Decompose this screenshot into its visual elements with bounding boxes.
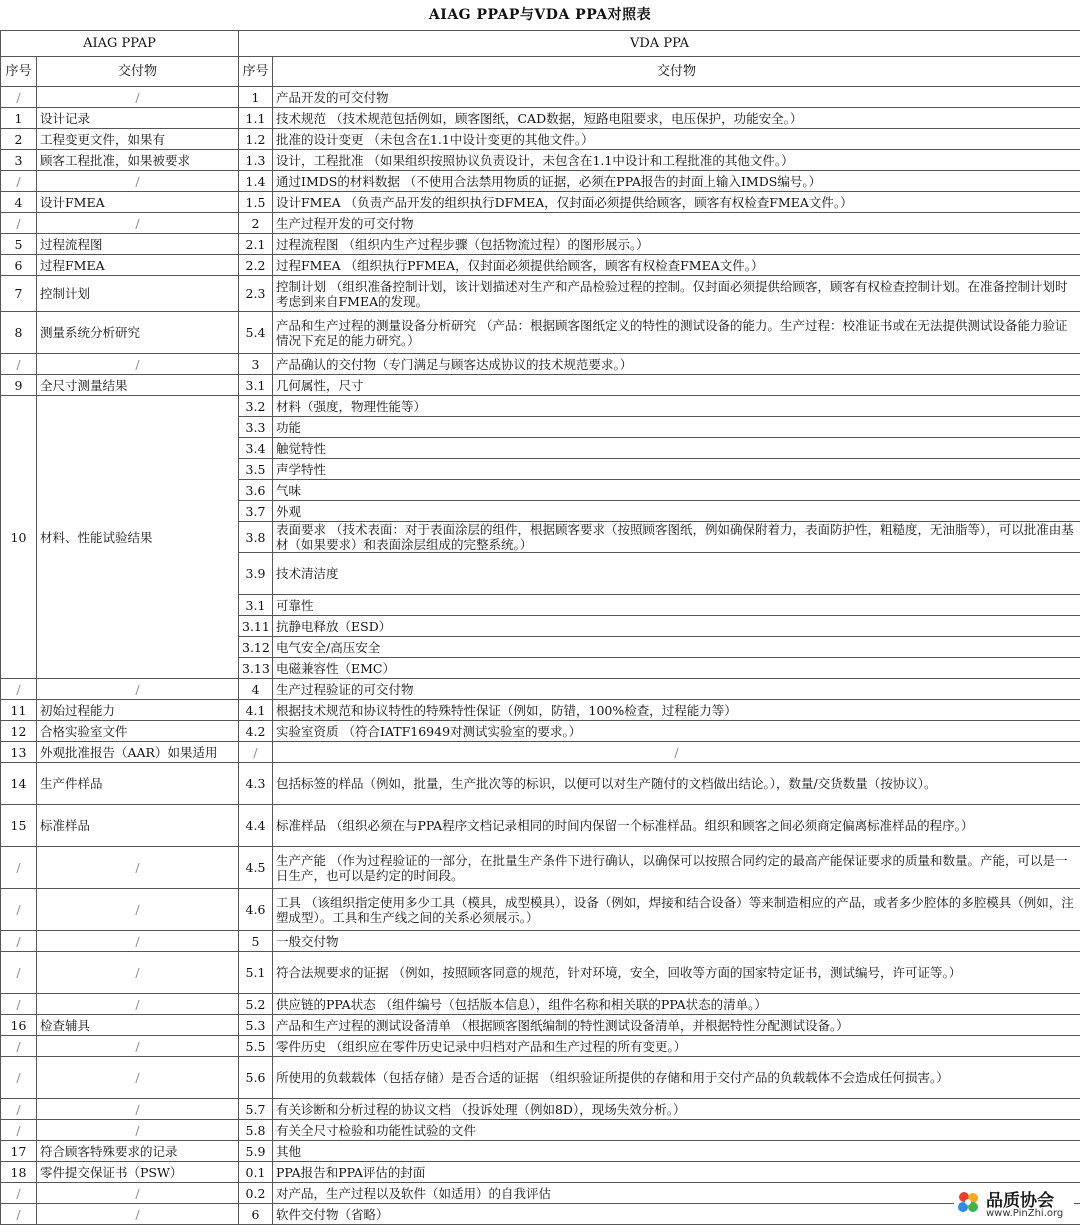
aiag-seq-cell: / (1, 847, 37, 889)
aiag-deliverable-cell: / (37, 847, 239, 889)
vda-deliverable-cell: 过程FMEA （组织执行PFMEA，仅封面必须提供给顾客，顾客有权检查FMEA文件。） (273, 255, 1080, 276)
table-row (1, 763, 1080, 805)
vda-deliverable-cell: 电气安全/高压安全 (273, 637, 1080, 658)
vda-deliverable-cell: 有关诊断和分析过程的协议文档 （投诉处理（例如8D），现场失效分析。） (273, 1099, 1080, 1120)
vda-deliverable-cell: 零件历史 （组织应在零件历史记录中归档对产品和生产过程的所有变更。） (273, 1036, 1080, 1057)
aiag-seq-cell: / (1, 1099, 37, 1120)
table-row (1, 255, 1080, 276)
vda-seq-cell: 2.3 (239, 276, 273, 312)
vda-deliverable-cell: 生产过程验证的可交付物 (273, 679, 1080, 700)
table-row (1, 213, 1080, 234)
vda-deliverable-cell: 设计FMEA （负责产品开发的组织执行DFMEA，仅封面必须提供给顾客，顾客有权检查FMEA文件。） (273, 192, 1080, 213)
vda-seq-cell: 4.6 (239, 889, 273, 931)
aiag-deliverable-cell: / (37, 679, 239, 700)
table-row (1, 805, 1080, 847)
aiag-deliverable-cell: / (37, 171, 239, 192)
table-row (1, 1120, 1080, 1141)
vda-deliverable-cell: 表面要求 （技术表面：对于表面涂层的组件，根据顾客要求（按照顾客图纸，例如确保附着力，表面防护性，粗糙度，无油脂等），可以批准由基材（如果要求）和表面涂层组成的完整系统。） (273, 522, 1080, 553)
aiag-deliverable-cell: 全尺寸测量结果 (37, 375, 239, 396)
vda-deliverable-cell: 通过IMDS的材料数据 （不使用合法禁用物质的证据，必须在PPA报告的封面上输入IMDS编号。） (273, 171, 1080, 192)
aiag-seq-header: 序号 (1, 57, 37, 87)
vda-seq-cell: 3.1 (239, 375, 273, 396)
aiag-deliverable-header: 交付物 (37, 57, 239, 87)
vda-seq-cell: 4.1 (239, 700, 273, 721)
vda-deliverable-cell: 设计，工程批准 （如果组织按照协议负责设计，未包含在1.1中设计和工程批准的其他文件。） (273, 150, 1080, 171)
table-row (1, 1099, 1080, 1120)
aiag-deliverable-cell: / (37, 994, 239, 1015)
aiag-deliverable-cell: / (37, 213, 239, 234)
vda-seq-cell: / (239, 742, 273, 763)
vda-seq-cell: 0.1 (239, 1162, 273, 1183)
vda-seq-cell: 3.4 (239, 438, 273, 459)
vda-deliverable-header: 交付物 (273, 57, 1080, 87)
vda-deliverable-cell: / (273, 742, 1080, 763)
aiag-seq-cell: / (1, 889, 37, 931)
aiag-seq-cell: 6 (1, 255, 37, 276)
vda-seq-cell: 1.2 (239, 129, 273, 150)
aiag-deliverable-cell: 零件提交保证书（PSW） (37, 1162, 239, 1183)
table-row (1, 847, 1080, 889)
aiag-deliverable-cell: 设计FMEA (37, 192, 239, 213)
aiag-seq-cell: / (1, 1183, 37, 1204)
aiag-seq-cell: / (1, 213, 37, 234)
vda-seq-cell: 5.7 (239, 1099, 273, 1120)
aiag-seq-cell: 3 (1, 150, 37, 171)
table-row (1, 129, 1080, 150)
vda-seq-cell: 2.2 (239, 255, 273, 276)
vda-deliverable-cell: 对产品，生产过程以及软件（如适用）的自我评估 (273, 1183, 1080, 1204)
aiag-deliverable-cell: 工程变更文件，如果有 (37, 129, 239, 150)
vda-seq-cell: 4.3 (239, 763, 273, 805)
vda-seq-cell: 3.11 (239, 616, 273, 637)
table-row (1, 721, 1080, 742)
aiag-deliverable-cell: 设计记录 (37, 108, 239, 129)
aiag-seq-cell: / (1, 1120, 37, 1141)
header-column-row (1, 57, 1080, 87)
aiag-seq-cell: 16 (1, 1015, 37, 1036)
table-row (1, 150, 1080, 171)
aiag-deliverable-cell: 测量系统分析研究 (37, 312, 239, 354)
header-group-row (1, 31, 1080, 57)
vda-seq-cell: 6 (239, 1204, 273, 1225)
vda-seq-cell: 3.6 (239, 480, 273, 501)
vda-deliverable-cell: 产品和生产过程的测量设备分析研究 （产品：根据顾客图纸定义的特性的测试设备的能力。生产过程：校准证书或在无法提供测试设备能力验证情况下充足的能力研究。） (273, 312, 1080, 354)
vda-deliverable-cell: 过程流程图 （组织内生产过程步骤（包括物流过程）的图形展示。） (273, 234, 1080, 255)
table-row (1, 276, 1080, 312)
aiag-seq-cell: 15 (1, 805, 37, 847)
aiag-seq-cell: / (1, 171, 37, 192)
table-row (1, 742, 1080, 763)
vda-deliverable-cell: 根据技术规范和协议特性的特殊特性保证（例如，防错，100%检查，过程能力等） (273, 700, 1080, 721)
aiag-deliverable-cell: 生产件样品 (37, 763, 239, 805)
vda-deliverable-cell: 批准的设计变更 （未包含在1.1中设计变更的其他文件。） (273, 129, 1080, 150)
aiag-deliverable-cell: 外观批准报告（AAR）如果适用 (37, 742, 239, 763)
vda-deliverable-cell: 抗静电释放（ESD） (273, 616, 1080, 637)
aiag-seq-cell: 2 (1, 129, 37, 150)
vda-seq-cell: 1.3 (239, 150, 273, 171)
aiag-deliverable-cell: / (37, 931, 239, 952)
aiag-deliverable-cell: / (37, 1204, 239, 1225)
vda-deliverable-cell: 电磁兼容性（EMC） (273, 658, 1080, 679)
aiag-seq-cell: / (1, 354, 37, 375)
table-row (1, 396, 1080, 417)
aiag-seq-cell: / (1, 1057, 37, 1099)
vda-seq-cell: 5.1 (239, 952, 273, 994)
table-row (1, 171, 1080, 192)
aiag-deliverable-cell: / (37, 354, 239, 375)
vda-seq-cell: 3.12 (239, 637, 273, 658)
table-row (1, 354, 1080, 375)
vda-deliverable-cell: 其他 (273, 1141, 1080, 1162)
vda-seq-cell: 3.9 (239, 553, 273, 595)
vda-deliverable-cell: 气味 (273, 480, 1080, 501)
table-row (1, 1141, 1080, 1162)
table-row (1, 679, 1080, 700)
table-row (1, 1036, 1080, 1057)
aiag-seq-cell: 4 (1, 192, 37, 213)
vda-deliverable-cell: 技术清洁度 (273, 553, 1080, 595)
aiag-deliverable-cell: 初始过程能力 (37, 700, 239, 721)
vda-deliverable-cell: 控制计划 （组织准备控制计划，该计划描述对生产和产品检验过程的控制。仅封面必须提供给顾客，顾客有权检查控制计划。在准备控制计划时考虑到来自FMEA的发现。 (273, 276, 1080, 312)
table-row (1, 192, 1080, 213)
vda-deliverable-cell: 生产过程开发的可交付物 (273, 213, 1080, 234)
aiag-seq-cell: 8 (1, 312, 37, 354)
aiag-seq-cell: 9 (1, 375, 37, 396)
table-row (1, 312, 1080, 354)
aiag-seq-cell: 18 (1, 1162, 37, 1183)
logo-url: www.PinZhi.org (986, 1208, 1064, 1219)
vda-deliverable-cell: 功能 (273, 417, 1080, 438)
table-row (1, 1015, 1080, 1036)
flower-logo-icon (954, 1188, 982, 1216)
table-row (1, 700, 1080, 721)
table-row (1, 87, 1080, 108)
aiag-seq-cell: 1 (1, 108, 37, 129)
aiag-header: AIAG PPAP (1, 31, 239, 57)
aiag-deliverable-cell: 标准样品 (37, 805, 239, 847)
vda-seq-cell: 2 (239, 213, 273, 234)
aiag-seq-cell: / (1, 1036, 37, 1057)
aiag-seq-cell: / (1, 952, 37, 994)
vda-deliverable-cell: 材料（强度，物理性能等） (273, 396, 1080, 417)
vda-deliverable-cell: 几何属性，尺寸 (273, 375, 1080, 396)
aiag-seq-cell: 12 (1, 721, 37, 742)
aiag-seq-cell: 5 (1, 234, 37, 255)
aiag-deliverable-cell: 材料、性能试验结果 (37, 396, 239, 679)
vda-deliverable-cell: 一般交付物 (273, 931, 1080, 952)
vda-deliverable-cell: 供应链的PPA状态 （组件编号（包括版本信息），组件名称和相关联的PPA状态的清单。） (273, 994, 1080, 1015)
table-row (1, 1204, 1080, 1225)
vda-seq-cell: 3 (239, 354, 273, 375)
aiag-seq-cell: 14 (1, 763, 37, 805)
vda-seq-cell: 5.8 (239, 1120, 273, 1141)
aiag-seq-cell: / (1, 1204, 37, 1225)
vda-seq-cell: 5.9 (239, 1141, 273, 1162)
vda-seq-cell: 0.2 (239, 1183, 273, 1204)
vda-deliverable-cell: 产品开发的可交付物 (273, 87, 1080, 108)
aiag-seq-cell: / (1, 679, 37, 700)
aiag-seq-cell: / (1, 87, 37, 108)
vda-deliverable-cell: 工具 （该组织指定使用多少工具（模具，成型模具），设备（例如，焊接和结合设备）等来制造相应的产品，或者多少腔体的多腔模具（例如，注塑成型）。工具和生产线之间的关系必须展示。） (273, 889, 1080, 931)
aiag-deliverable-cell: 控制计划 (37, 276, 239, 312)
vda-seq-header: 序号 (239, 57, 273, 87)
vda-deliverable-cell: 生产产能 （作为过程验证的一部分，在批量生产条件下进行确认，以确保可以按照合同约定的最高产能保证要求的质量和数量。产能，可以是一日生产，也可以是约定的时间段。 (273, 847, 1080, 889)
vda-seq-cell: 1.4 (239, 171, 273, 192)
aiag-seq-cell: / (1, 994, 37, 1015)
vda-seq-cell: 4.5 (239, 847, 273, 889)
vda-seq-cell: 3.3 (239, 417, 273, 438)
table-row (1, 889, 1080, 931)
vda-seq-cell: 5.2 (239, 994, 273, 1015)
aiag-deliverable-cell: / (37, 1099, 239, 1120)
table-row (1, 108, 1080, 129)
aiag-deliverable-cell: 符合顾客特殊要求的记录 (37, 1141, 239, 1162)
vda-seq-cell: 1 (239, 87, 273, 108)
vda-seq-cell: 5.5 (239, 1036, 273, 1057)
vda-deliverable-cell: 技术规范 （技术规范包括例如，顾客图纸，CAD数据，短路电阻要求，电压保护，功能安全。） (273, 108, 1080, 129)
table-row (1, 234, 1080, 255)
table-row (1, 931, 1080, 952)
aiag-deliverable-cell: 过程流程图 (37, 234, 239, 255)
vda-seq-cell: 3.1 (239, 595, 273, 616)
page-title: AIAG PPAP与VDA PPA对照表 (428, 7, 652, 23)
vda-deliverable-cell: 软件交付物（省略） (273, 1204, 1080, 1225)
comparison-table (0, 30, 1080, 1225)
aiag-deliverable-cell: 合格实验室文件 (37, 721, 239, 742)
aiag-seq-cell: 10 (1, 396, 37, 679)
aiag-seq-cell: 13 (1, 742, 37, 763)
table-row (1, 375, 1080, 396)
vda-seq-cell: 4.2 (239, 721, 273, 742)
vda-header: VDA PPA (239, 31, 1080, 57)
aiag-deliverable-cell: / (37, 1036, 239, 1057)
vda-seq-cell: 5.6 (239, 1057, 273, 1099)
vda-seq-cell: 5.3 (239, 1015, 273, 1036)
vda-seq-cell: 3.2 (239, 396, 273, 417)
vda-seq-cell: 1.1 (239, 108, 273, 129)
vda-seq-cell: 4.4 (239, 805, 273, 847)
vda-deliverable-cell: 外观 (273, 501, 1080, 522)
table-row (1, 1057, 1080, 1099)
vda-seq-cell: 3.8 (239, 522, 273, 553)
vda-deliverable-cell: 产品和生产过程的测试设备清单 （根据顾客图纸编制的特性测试设备清单，并根据特性分配测试设备。） (273, 1015, 1080, 1036)
logo-name: 品质协会 (986, 1191, 1054, 1211)
vda-deliverable-cell: 所使用的负载载体（包括存储）是否合适的证据 （组织验证所提供的存储和用于交付产品的负载载体不会造成任何损害。） (273, 1057, 1080, 1099)
vda-deliverable-cell: 实验室资质 （符合IATF16949对测试实验室的要求。） (273, 721, 1080, 742)
aiag-deliverable-cell: 顾客工程批准，如果被要求 (37, 150, 239, 171)
aiag-deliverable-cell: / (37, 952, 239, 994)
aiag-deliverable-cell: / (37, 1120, 239, 1141)
vda-deliverable-cell: 标准样品 （组织必须在与PPA程序文档记录相同的时间内保留一个标准样品。组织和顾客之间必须商定偏离标准样品的程序。） (273, 805, 1080, 847)
vda-deliverable-cell: 符合法规要求的证据 （例如，按照顾客同意的规范，针对环境，安全，回收等方面的国家特定证书，测试编号，许可证等。） (273, 952, 1080, 994)
vda-deliverable-cell: 产品确认的交付物（专门满足与顾客达成协议的技术规范要求。） (273, 354, 1080, 375)
aiag-deliverable-cell: 检查辅具 (37, 1015, 239, 1036)
vda-seq-cell: 5.4 (239, 312, 273, 354)
table-row (1, 952, 1080, 994)
vda-seq-cell: 2.1 (239, 234, 273, 255)
table-row (1, 1162, 1080, 1183)
aiag-deliverable-cell: / (37, 87, 239, 108)
table-row (1, 1183, 1080, 1204)
vda-deliverable-cell: PPA报告和PPA评估的封面 (273, 1162, 1080, 1183)
vda-seq-cell: 1.5 (239, 192, 273, 213)
vda-seq-cell: 5 (239, 931, 273, 952)
table-row (1, 994, 1080, 1015)
pinzhi-logo (954, 1186, 1074, 1224)
vda-seq-cell: 4 (239, 679, 273, 700)
aiag-deliverable-cell: / (37, 1057, 239, 1099)
aiag-deliverable-cell: / (37, 1183, 239, 1204)
vda-deliverable-cell: 有关全尺寸检验和功能性试验的文件 (273, 1120, 1080, 1141)
vda-seq-cell: 3.7 (239, 501, 273, 522)
aiag-seq-cell: / (1, 931, 37, 952)
vda-deliverable-cell: 包括标签的样品（例如，批量，生产批次等的标识，以便可以对生产随付的文档做出结论。），数量/交货数量（按协议）。 (273, 763, 1080, 805)
vda-deliverable-cell: 触觉特性 (273, 438, 1080, 459)
aiag-deliverable-cell: 过程FMEA (37, 255, 239, 276)
vda-seq-cell: 3.13 (239, 658, 273, 679)
aiag-seq-cell: 7 (1, 276, 37, 312)
aiag-seq-cell: 11 (1, 700, 37, 721)
vda-seq-cell: 3.5 (239, 459, 273, 480)
vda-deliverable-cell: 可靠性 (273, 595, 1080, 616)
aiag-deliverable-cell: / (37, 889, 239, 931)
vda-deliverable-cell: 声学特性 (273, 459, 1080, 480)
aiag-seq-cell: 17 (1, 1141, 37, 1162)
